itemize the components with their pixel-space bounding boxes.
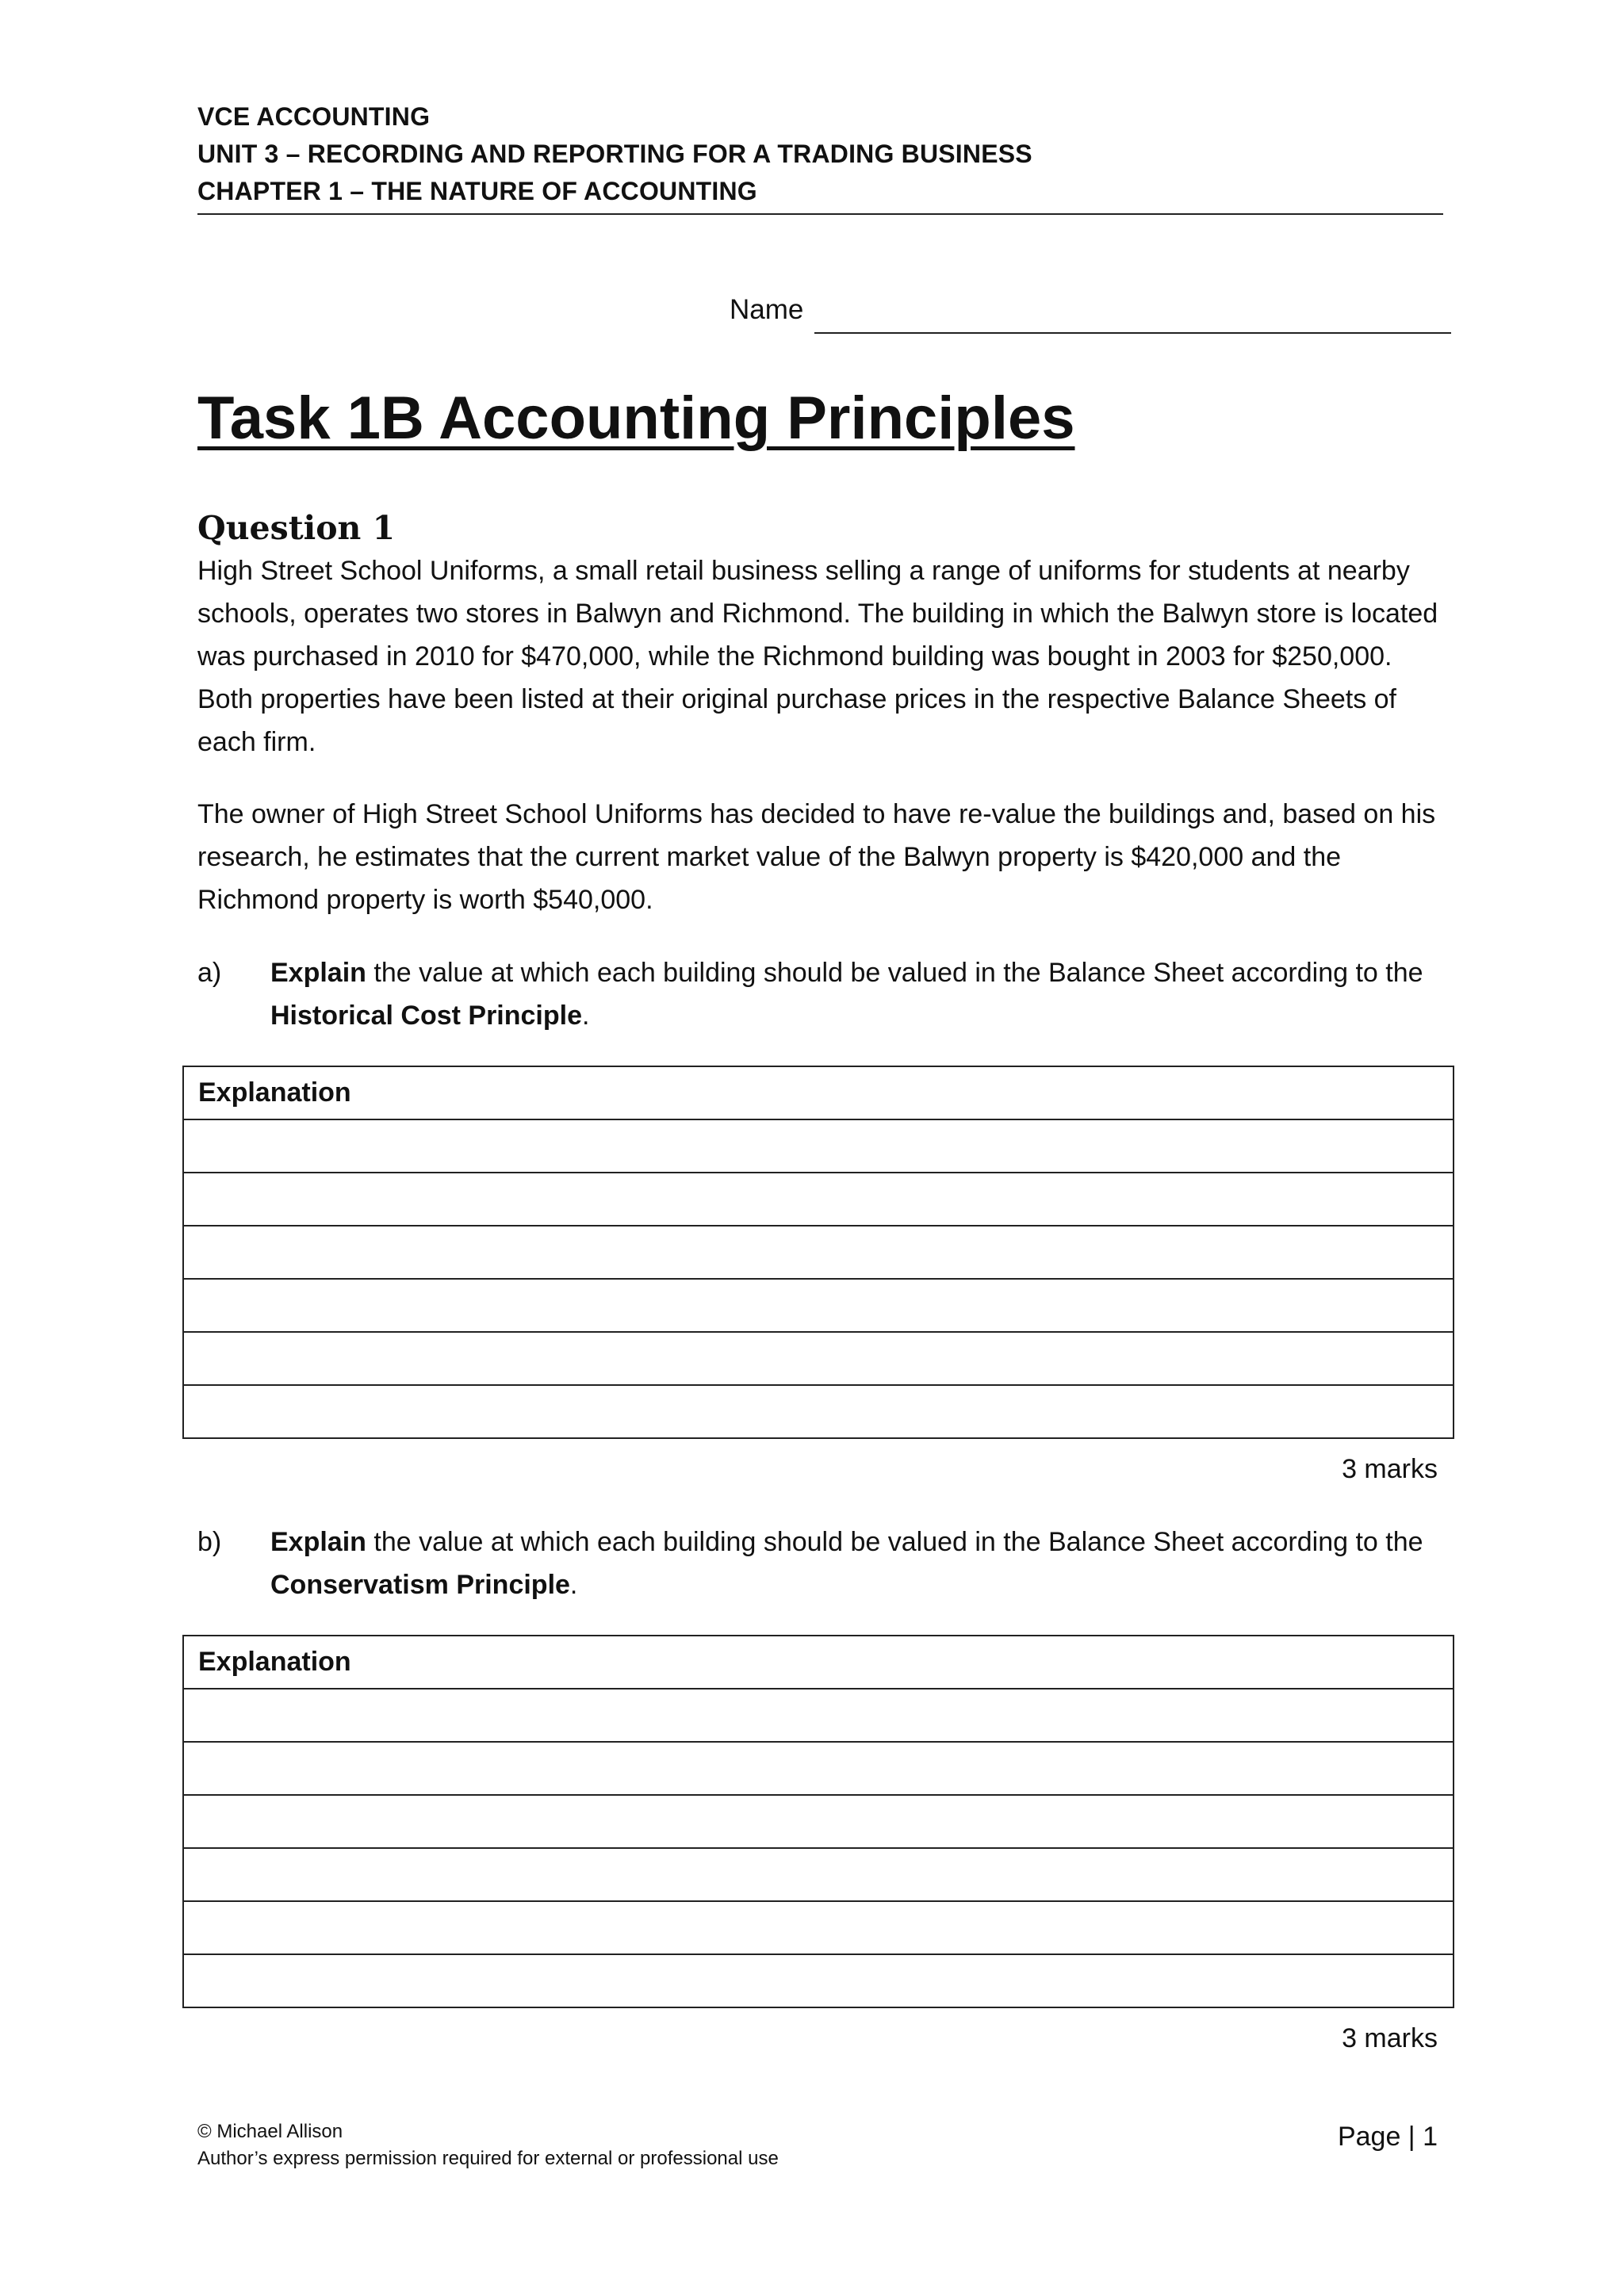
instruction-verb: Explain [270, 1527, 366, 1557]
answer-line[interactable] [183, 1173, 1454, 1226]
permission-text: Author’s express permission required for external or professional use [197, 2148, 779, 2169]
footer-copyright-block [197, 2118, 779, 2172]
question-paragraph-2: The owner of High Street School Uniforms has decided to have re-value the buildings and, based on his research, he estimates that the current market value of the Balwyn property is $420,000 and the Richmond property is worth $540,000. [197, 799, 1436, 915]
sub-question-letter: a) [197, 958, 222, 988]
copyright-text: © Michael Allison [197, 2121, 343, 2142]
instruction-verb: Explain [270, 958, 366, 988]
document-header [197, 98, 1443, 215]
answer-line[interactable] [183, 1954, 1454, 2007]
name-field [730, 290, 1451, 335]
sub-question-letter: b) [197, 1527, 222, 1557]
answer-line[interactable] [183, 1226, 1454, 1279]
answer-table-a [182, 1066, 1454, 1439]
answer-line[interactable] [183, 1795, 1454, 1848]
answer-line[interactable] [183, 1119, 1454, 1173]
sub-question-text [270, 1521, 1444, 1606]
marks-label-a: 3 marks [1342, 1454, 1438, 1484]
answer-line[interactable] [183, 1742, 1454, 1795]
answer-line[interactable] [183, 1848, 1454, 1901]
answer-table-b [182, 1635, 1454, 2008]
task-title: Task 1B Accounting Principles [197, 385, 1075, 452]
page-number: Page | 1 [1337, 2122, 1438, 2152]
question-heading: Question 1 [197, 509, 396, 547]
question-paragraph-1: High Street School Uniforms, a small retail business selling a range of uniforms for students at nearby schools, operates two stores in Balwyn and Richmond. The building in which the Balwyn store is located was purchased in 2010 for $470,000, while the Richmond building was bought in 2003 for $250,000. Both properties have been listed at their original purchase prices in the respective Balance Sheets of each firm. [197, 556, 1438, 757]
name-input-line[interactable] [814, 332, 1451, 334]
marks-label-b: 3 marks [1342, 2023, 1438, 2053]
instruction-text: the value at which each building should be valued in the Balance Sheet according to the [366, 958, 1423, 988]
table-header: Explanation [183, 1066, 1454, 1119]
answer-line[interactable] [183, 1385, 1454, 1438]
instruction-text: the value at which each building should be valued in the Balance Sheet according to the [366, 1527, 1423, 1557]
instruction-end: . [582, 1001, 590, 1031]
header-course: VCE ACCOUNTING [197, 102, 431, 131]
name-label: Name [730, 294, 804, 325]
principle-name: Historical Cost Principle [270, 1001, 582, 1031]
header-unit: UNIT 3 – RECORDING AND REPORTING FOR A TRADING BUSINESS [197, 140, 1032, 168]
answer-line[interactable] [183, 1689, 1454, 1742]
answer-line[interactable] [183, 1332, 1454, 1385]
sub-question-text [270, 951, 1444, 1037]
answer-line[interactable] [183, 1279, 1454, 1332]
instruction-end: . [569, 1570, 578, 1600]
answer-line[interactable] [183, 1901, 1454, 1954]
header-chapter: CHAPTER 1 – THE NATURE OF ACCOUNTING [197, 177, 757, 205]
table-header: Explanation [183, 1636, 1454, 1689]
principle-name: Conservatism Principle [270, 1570, 570, 1600]
